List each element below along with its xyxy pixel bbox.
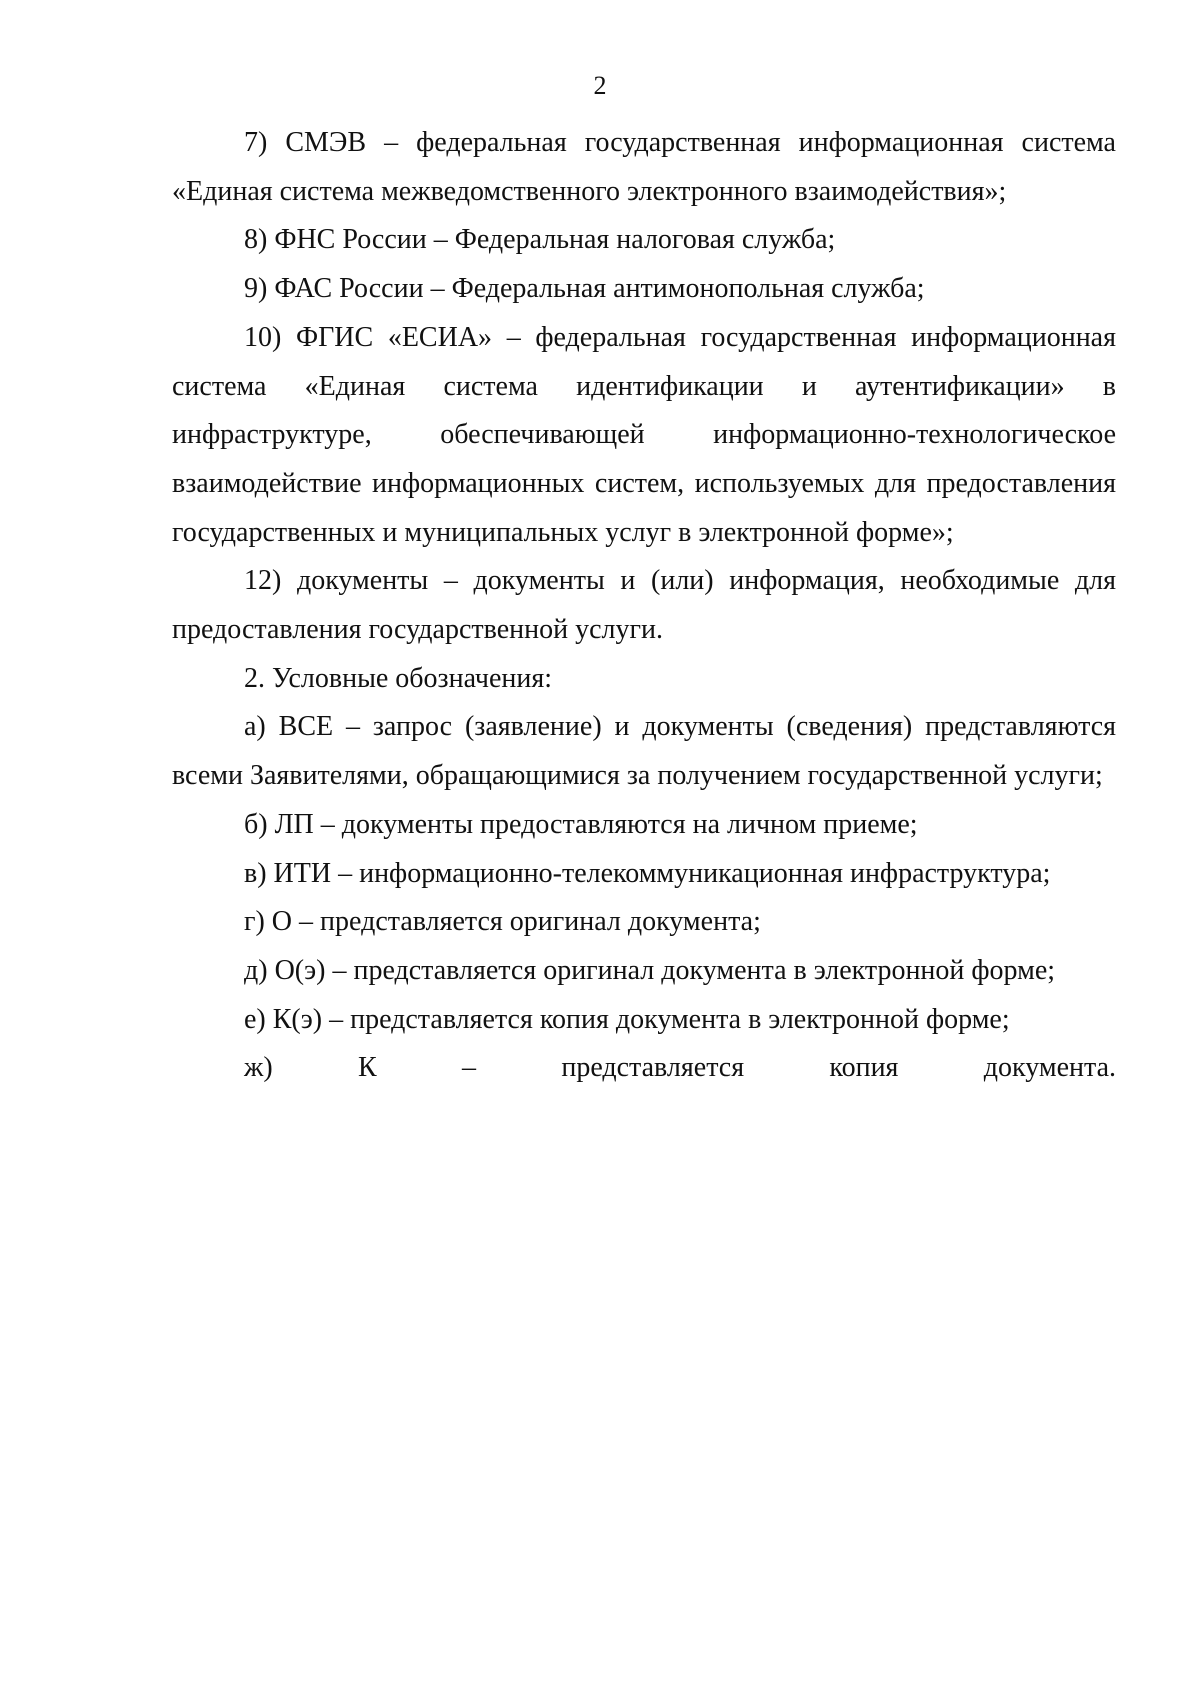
notation-lp: б) ЛП – документы предоставляются на личном приеме; — [244, 808, 918, 840]
page-number: 2 — [593, 71, 607, 100]
document-body — [172, 119, 1116, 1093]
definition-fns: 8) ФНС России – Федеральная налоговая служба; — [244, 224, 836, 256]
notation-o-e: д) О(э) – представляется оригинал документа в электронной форме; — [244, 954, 1056, 986]
notation-vse: а) ВСЕ – запрос (заявление) и документы (сведения) представляются всеми Заявителями, обращающимися за получением государственной услуги; — [172, 711, 1116, 792]
definition-smev: 7) СМЭВ – федеральная государственная информационная система «Единая система межведомственного электронного взаимодействия»; — [172, 127, 1116, 207]
section-heading-notations: 2. Условные обозначения: — [244, 662, 553, 694]
notation-k: ж) К – представляется копия документа. — [244, 1052, 1116, 1084]
notation-k-e: е) К(э) – представляется копия документа в электронной форме; — [244, 1003, 1010, 1035]
notation-iti: в) ИТИ – информационно-телекоммуникационная инфраструктура; — [244, 857, 1051, 889]
notation-o: г) О – представляется оригинал документа; — [244, 906, 761, 938]
definition-fgis-esia: 10) ФГИС «ЕСИА» – федеральная государственная информационная система «Единая система идентификации и аутентификации» в инфраструктуре, обеспечивающей информационно-технологическое взаимодействие информационных систем, используемых для предоставления государственных и муниципальных услуг в электронной форме»; — [172, 321, 1116, 548]
definition-documents: 12) документы – документы и (или) информация, необходимые для предоставления государственной услуги. — [172, 565, 1116, 646]
definition-fas: 9) ФАС России – Федеральная антимонопольная служба; — [244, 273, 925, 305]
